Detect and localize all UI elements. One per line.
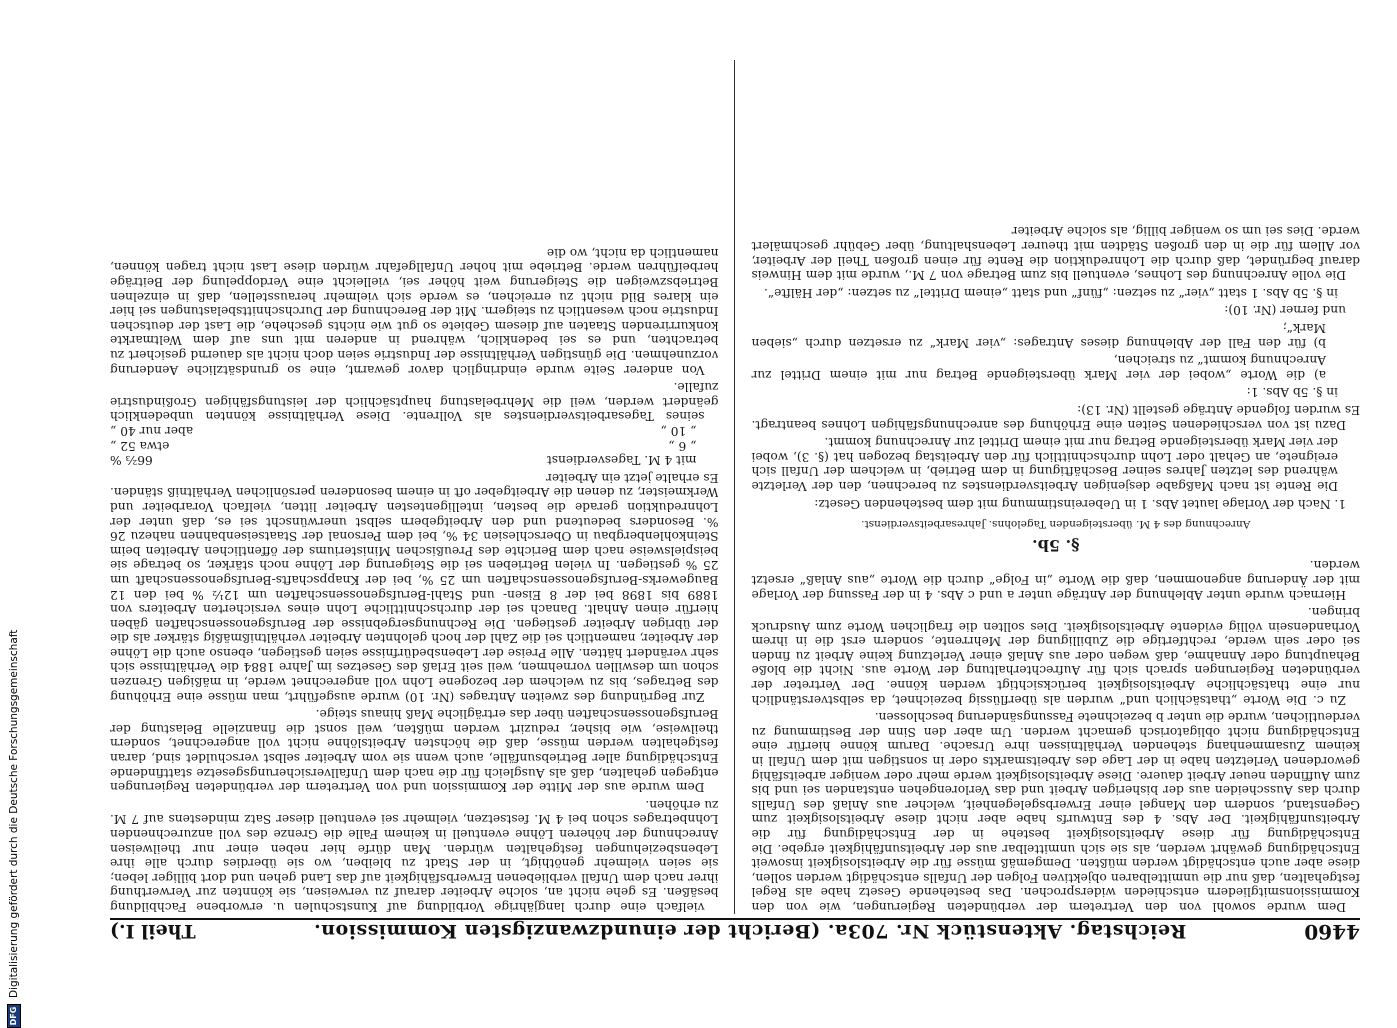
page-number: 4460: [1304, 920, 1360, 944]
paragraph: vielfach eine durch langjährige Vorbildung auf Kunstschulen u. erworbene Fachbildung besäßen. Es gehe nicht an, solche Arbeiter darauf zu verweisen, sie könnten zur Verwerthung ihrer nach dem Unfall verbliebenen Erwerbsfähigkeit auf das Land gehen und dort billiger leben; sie seien vielmehr genöthigt, in der Stadt zu bleiben, wo sie überdies durch alle ihre Lebensbeziehungen festgehalten würden. Man dürfe hier neben einer nur theilweisen Anrechnung der höheren Löhne eventuell in keinem Falle die Grenze des voll anzurechnenden Lohnbetrages schon bei 4 M. festsetzen, vielmehr sei eventuell dieser Satz mindestens auf 7 M. zu erhöhen.: [110, 797, 719, 914]
table-row: [110, 453, 697, 468]
paragraph: Dem wurde aus der Mitte der Kommission und von Vertretern der verbündeten Regierungen entgegen gehalten, daß als Ausgleich für die nach dem Unfallversicherungsgesetze stattfindende Entschädigung aller Betriebsunfälle, auch wenn sie vom Arbeiter selbst verschuldet sind, daran festgehalten werden müsse, daß die höchsten Arbeitslöhne nicht voll angerechnet, sondern theilweise, wie bisher, reduzirt werden müßten, weil sonst die finanzielle Belastung der Berufsgenossenschaften über das erträgliche Maß hinaus steige.: [110, 707, 719, 795]
paragraph: Dem wurde sowohl von den Vertretern der verbündeten Regierungen, wie von den Kommissionsmitgliedern entschieden widersprochen. Das bestehende Gesetz habe als Regel festgehalten, daß nur die unmittelbaren objektiven Folgen der Unfalls entschädigt werden sollen, diese aber auch entschädigt werden müßten. Demgemäß müsse für die Arbeitslosigkeit insoweit Entschädigung gewährt werden, als sie sich unmittelbar aus der Arbeitsunfähigkeit ergebe. Die Entschädigung für diese Arbeitslosigkeit bestehe in der Entschädigung für die Arbeitsunfähigkeit. Der Abs. 4 des Entwurfs habe aber nicht diese Arbeitslosigkeit zum Gegenstand, sondern den Mangel einer Erwerbsgelegenheit, welcher aus Anlaß des Unfalls durch das Ausscheiden aus der bisherigen Arbeit und das Verlorengehen entstanden sei und bis zum Auffinden neuer Arbeit dauere. Diese Arbeitslosigkeit werde mehr oder weniger arbeitsfähig gewordenen Verletzten habe in der Lage des Arbeitsmarkts oder in sonstigen mit dem Unfall in keinem Zusammenhang stehenden Verhältnissen ihre Ursache. Darum könne hierfür eine Entschädigung nicht obligatorisch gemacht werden. Um aber den Sinn der Bestimmung zu verdeutlichen, wurde die unter b bezeichnete Fassungsänderung beschlossen.: [751, 710, 1360, 914]
table-cell: aber nur 40 „: [110, 424, 194, 438]
paragraph: Von anderer Seite wurde eindringlich davor gewarnt, eine so grundsätzliche Aenderung vorzunehmen. Die günstigen Verhältnisse der Industrie seien doch nicht als dauernd gesichert zu betrachten, und es sei bedenklich, während in anderen mit uns auf dem Weltmarkte konkurrirenden Staaten auf diesem Gebiete so gut wie nichts geschehe, die Last der deutschen Industrie noch wesentlich zu steigern. Mit der Berechnung der Durchschnittsbelastungen sei hier ein klares Bild nicht zu erreichen, es werde sich vielmehr herausstellen, daß in einzelnen Betriebszweigen die Steigerung weit höher sei, vielleicht eine Verdoppelung der Beiträge herbeiführen werde. Betriebe mit hoher Unfallgefahr würden diese Last nicht tragen können, namentlich da nicht, wo die: [110, 245, 719, 377]
table-row: [110, 423, 697, 438]
dfg-logo-icon: DFG: [7, 1004, 21, 1028]
paragraph: in §. 5b Abs. 1:: [1246, 385, 1338, 400]
column-divider: [735, 60, 736, 914]
table-cell: 66⅔ %: [110, 453, 153, 468]
paragraph: Die volle Anrechnung des Lohnes, eventuell bis zum Betrage von 7 M., wurde mit dem Hinweis darauf begründet, daß durch die Lohnreduktion die Rente für einen großen Theil der Arbeiter, vor Allem für die in den großen Städten mit theurer Lebenshaltung, über Gebühr geschmälert werde. Dies sei um so weniger billig, als solche Arbeiter: [751, 224, 1360, 283]
page-part: Theil I.): [110, 920, 196, 942]
page-title: Reichstag. Aktenstück Nr. 703a. (Bericht der einundzwanzigsten Kommission.: [313, 920, 1187, 942]
table-cell: „ 6 „: [668, 438, 697, 453]
table-cell: mit 4 M. Tagesverdienst: [546, 453, 697, 468]
paragraph: in §. 5b Abs. 1 statt „vier“ zu setzen: „fünf“ und statt „einem Drittel“ zu setzen: „der Hälfte“.: [764, 285, 1338, 300]
section-subtitle: Anrechnung des 4 M. übersteigenden Tagelohns. Jahresarbeitsverdienst.: [861, 518, 1251, 531]
paragraph: und ferner (Nr. 10):: [1224, 303, 1346, 318]
credit-strip: [6, 108, 22, 1028]
table-cell: etwa 52 „: [110, 438, 170, 453]
section-title: §. 5b.: [1032, 535, 1080, 555]
paragraph: Hiernach wurde unter Ablehnung der Anträge unter a und c Abs. 4 in der Fassung der Vorlage mit der Änderung angenommen, daß die Worte „in Folge“ durch die Worte „aus Anlaß“ ersetzt werden.: [751, 558, 1360, 602]
paragraph: Dazu ist von verschiedenen Seiten eine Erhöhung des anrechnungsfähigen Lohnes beantragt. Es wurden folgende Anträge gestellt (Nr. 13):: [751, 403, 1360, 432]
credit-text: Digitalisierung gefördert durch die Deutsche Forschungsgemeinschaft: [8, 629, 20, 998]
table-row: [110, 438, 697, 453]
paragraph: Zu c. Die Worte „thatsächlich und“ wurden als überflüssig bezeichnet, da selbstverständlich nur eine thatsächliche Arbeitslosigkeit berücksichtigt werden könne. Der Vertreter der verbündeten Regierungen sprach sich für Aufrechterhaltung der Worte aus. Nicht die bloße Behauptung oder Annahme, daß wegen oder aus Anlaß einer Verletzung keine Arbeit zu finden sei oder sein werde, rechtfertige die Zubilligung der Mehrrente, sondern erst die in ihrem Vorhandensein völlig evidente Arbeitslosigkeit. Dies sollten die fraglichen Worte zum Ausdruck bringen.: [751, 605, 1360, 707]
paragraph: Zur Begründung des zweiten Antrages (Nr. 10) wurde ausgeführt, man müsse eine Erhöhung des Betrages, bis zu welchem der bezogene Lohn voll angerechnet werde, in mäßigen Grenzen schon um deswillen vornehmen, weil seit Erlaß des Gesetzes im Jahre 1884 die Verhältnisse sich sehr verändert hätten. Alle Preise der Lebensbedürfnisse seien gestiegen, ebenso auch die Löhne der Arbeiter, namentlich sei die Zahl der hoch gelohnten Arbeiter verhältnißmäßig stärker als die der übrigen Arbeiter gestiegen. Die Rechnungsergebnisse der Berufsgenossenschaften gäben hierfür einen Anhalt. Danach sei der durchschnittliche Lohn eines versicherten Arbeiters von 1889 bis 1898 bei der 8 Eisen- und Stahl-Berufsgenossenschaften um 12½ % bei den 12 Baugewerks-Berufsgenossenschaften um 25 %, bei der Knappschafts-Berufsgenossenschaft um 25 % gestiegen. In vielen Betrieben sei die Steigerung der Löhne noch stärker, so betrage sie beispielsweise nach dem Berichte des Preußischen Ministeriums der öffentlichen Arbeiten beim Steinkohlenbergbau in Oberschlesien 34 %, bei dem Personal der Staatseisenbahnen nahezu 26 %. Besonders bedeutend und den Arbeitgebern selbst unerwünscht sei es, daß unter der Lohnreduktion gerade die besten, intelligentesten Arbeiter litten, vielfach Vorarbeiter und Werkmeister, zu denen die Arbeitgeber oft in einem besonderen persönlichen Verhältniß ständen. Es erhalte jetzt ein Arbeiter: [110, 470, 719, 704]
list-item: b) für den Fall der Ablehnung dieses Antrages: „vier Mark“ zu ersetzen durch „sieben Mark“;: [751, 321, 1326, 350]
rotated-page-content: [110, 60, 1360, 960]
paragraph: 1. Nach der Vorlage lautet Abs. 1 in Uebereinstimmung mit dem bestehenden Gesetz:: [814, 496, 1346, 511]
page-header: [110, 918, 1360, 960]
column-left: [752, 60, 1361, 914]
column-right: [110, 60, 719, 914]
list-item: a) die Worte „wobei der vier Mark übersteigende Betrag nur mit einem Drittel zur Anrechnung kommt“ zu streichen,: [751, 353, 1326, 382]
table-cell: „ 10 „: [660, 424, 697, 438]
paragraph: seines Tagesarbeitsverdienstes als Vollrente. Diese Verhältnisse könnten unbedenklich geändert werden, weil die Mehrbelastung hauptsächlich der leistungsfähigen Großindustrie zufalle.: [110, 380, 719, 424]
quoted-paragraph: Die Rente ist nach Maßgabe desjenigen Arbeitsverdienstes zu berechnen, den der Verletzte während des letzten Jahres seiner Beschäftigung in dem Betrieb, in welchem der Unfall sich ereignete, an Gehalt oder Lohn durchschnittlich für den Arbeitstag bezogen hat (§. 3), wobei der vier Mark übersteigende Betrag nur mit einem Drittel zur Anrechnung kommt.: [751, 435, 1338, 493]
